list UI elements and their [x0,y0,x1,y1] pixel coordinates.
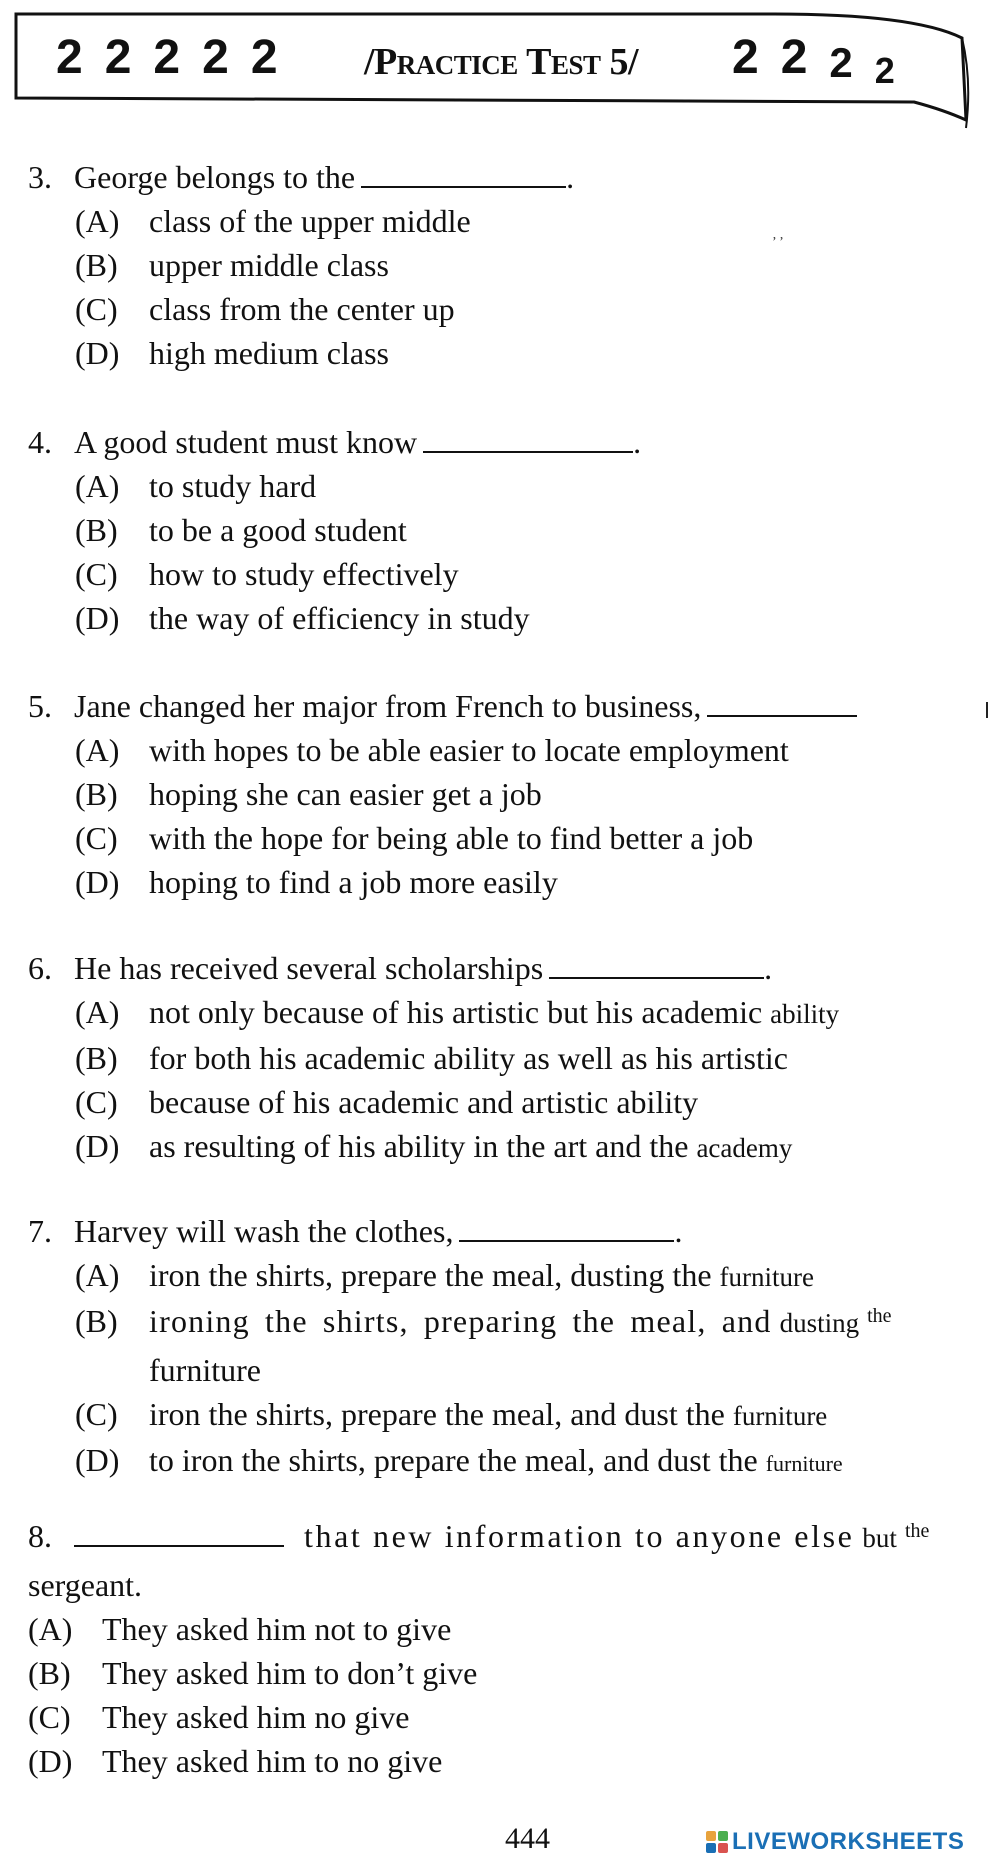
option-letter: (A) [75,468,120,504]
option-text-tail: ability [770,999,840,1029]
option-b[interactable] [75,1299,990,1392]
option-text: to iron the shirts, prepare the meal, and dust the [149,1442,758,1478]
option-text: with the hope for being able to find better a job [149,820,754,856]
question-number: 6. [28,950,52,986]
option-text: They asked him to don’t give [102,1655,478,1691]
banner-number: 2 [104,31,132,84]
option-letter: (B) [75,247,118,283]
option-text: class from the center up [149,291,455,327]
question-3 [28,155,990,375]
option-text: ironing the shirts, preparing the meal, and [149,1303,772,1339]
option-a[interactable] [75,990,990,1036]
banner-number: 2 [829,39,853,86]
option-letter: (C) [75,820,118,856]
option-letter: (C) [75,1084,118,1120]
stem-text: Jane changed her major from French to business, [74,688,702,724]
logo-square [706,1843,716,1853]
option-text: upper middle class [149,247,389,283]
stem-end: . [566,159,575,195]
option-b[interactable] [28,1651,990,1695]
option-text-tail: furniture [719,1262,814,1292]
question-5 [28,684,990,904]
logo-square [718,1843,728,1853]
option-d[interactable] [75,1438,990,1486]
question-4 [28,420,990,640]
option-letter: (D) [75,864,120,900]
logo-square [706,1831,716,1841]
option-letter: (A) [75,994,120,1030]
option-c[interactable] [28,1695,990,1739]
liveworksheets-icon [706,1831,728,1853]
option-list [75,990,990,1170]
option-letter: (A) [28,1611,73,1647]
banner-number: 2 [153,31,181,84]
stem-text: George belongs to the [74,159,356,195]
option-text: the way of efficiency in study [149,600,530,636]
option-d[interactable] [75,331,990,375]
option-d[interactable] [28,1739,990,1783]
option-text-wrap: furniture [149,1352,261,1388]
question-stem [28,420,990,464]
option-text: iron the shirts, prepare the meal, dusting the [149,1257,712,1293]
option-a[interactable] [75,464,990,508]
option-letter: (A) [75,1257,120,1293]
answer-blank[interactable] [74,1515,284,1547]
option-letter: (C) [28,1699,71,1735]
scan-speck: ’ ’ [772,235,784,250]
option-list [75,199,990,375]
answer-blank[interactable] [549,947,764,979]
liveworksheets-logo[interactable] [706,1828,964,1856]
banner-left-numbers [56,30,300,85]
option-letter: (D) [75,1128,120,1164]
option-letter: (B) [75,512,118,548]
logo-square [718,1831,728,1841]
option-c[interactable] [75,1392,990,1438]
option-list [28,1607,990,1783]
option-letter: (C) [75,556,118,592]
banner-number: 2 [732,31,759,84]
option-c[interactable] [75,1080,990,1124]
answer-blank[interactable] [361,156,566,188]
option-a[interactable] [28,1607,990,1651]
option-c[interactable] [75,552,990,596]
page-number: 444 [505,1822,550,1855]
option-text: how to study effectively [149,556,459,592]
banner-number: 2 [250,31,278,84]
option-letter: (D) [75,1442,120,1478]
option-b[interactable] [75,243,990,287]
option-text: iron the shirts, prepare the meal, and dust the [149,1396,725,1432]
banner-number: 2 [874,50,895,91]
question-stem [28,1209,990,1253]
answer-blank[interactable] [459,1210,674,1242]
option-a[interactable] [75,728,990,772]
option-text: for both his academic ability as well as his artistic [149,1040,788,1076]
question-number: 4. [28,424,52,460]
option-letter: (B) [75,1303,118,1339]
option-text-tail: academy [696,1133,793,1163]
header-banner [14,10,964,106]
watermark-text: LIVEWORKSHEETS [732,1828,965,1855]
option-d[interactable] [75,860,990,904]
option-letter: (A) [75,732,120,768]
stem-text: A good student must know [74,424,418,460]
option-text: because of his academic and artistic ability [149,1084,699,1120]
option-a[interactable] [75,1253,990,1299]
question-stem [28,946,990,990]
banner-number: 2 [202,31,229,84]
option-letter: (B) [75,776,118,812]
stem-end: . [674,1213,683,1249]
option-text: to study hard [149,468,317,504]
option-b[interactable] [75,508,990,552]
option-letter: (D) [75,600,120,636]
option-text: to be a good student [149,512,407,548]
option-text: hoping to find a job more easily [149,864,558,900]
option-text-tail: furniture [732,1401,828,1431]
option-text: hoping she can easier get a job [149,776,542,812]
stem-text-tail: but [862,1523,897,1553]
option-letter: (B) [28,1655,71,1691]
option-text-tail: the [867,1305,892,1327]
option-letter: (D) [28,1743,73,1779]
stem-text: that new information to anyone else [304,1518,855,1554]
option-text: as resulting of his ability in the art and the [149,1128,689,1164]
question-stem [28,155,990,199]
option-list [75,464,990,640]
question-stem [28,684,990,728]
option-d[interactable] [75,1124,990,1170]
option-text-tail: dusting [779,1308,860,1338]
option-b[interactable] [75,772,990,816]
option-text: high medium class [149,335,389,371]
question-8 [28,1514,990,1783]
stem-text-wrap: sergeant. [28,1567,143,1603]
option-text-tail: furniture [765,1451,843,1476]
stem-end: . [633,424,642,460]
option-text: They asked him to no give [102,1743,443,1779]
option-letter: (C) [75,291,118,327]
option-text: They asked him not to give [102,1611,452,1647]
banner-number: 2 [56,31,83,84]
option-letter: (A) [75,203,120,239]
option-c[interactable] [75,816,990,860]
option-letter: (D) [75,335,120,371]
option-letter: (B) [75,1040,118,1076]
option-letter: (C) [75,1396,118,1432]
stem-text: Harvey will wash the clothes, [74,1213,454,1249]
stem-text-tail: the [904,1520,930,1542]
answer-blank[interactable] [423,421,633,453]
option-b[interactable] [75,1036,990,1080]
question-number: 3. [28,159,52,195]
option-text: class of the upper middle [149,203,471,239]
question-stem [28,1514,990,1563]
question-number: 7. [28,1213,52,1249]
option-c[interactable] [75,287,990,331]
question-7 [28,1209,990,1486]
banner-title: /Practice Test 5/ [364,41,639,83]
option-text: not only because of his artistic but his academic [149,994,763,1030]
banner-number: 2 [780,31,808,84]
stem-end: . [764,950,773,986]
question-number: 5. [28,688,52,724]
option-a[interactable] [75,199,990,243]
option-d[interactable] [75,596,990,640]
option-text: They asked him no give [102,1699,410,1735]
question-6 [28,946,990,1170]
question-number: 8. [28,1518,52,1554]
banner-right-numbers [732,30,895,91]
option-list [75,1253,990,1486]
stem-text: He has received several scholarships [74,950,544,986]
option-text: with hopes to be able easier to locate employment [149,732,789,768]
option-list [75,728,990,904]
answer-blank[interactable] [707,685,857,717]
